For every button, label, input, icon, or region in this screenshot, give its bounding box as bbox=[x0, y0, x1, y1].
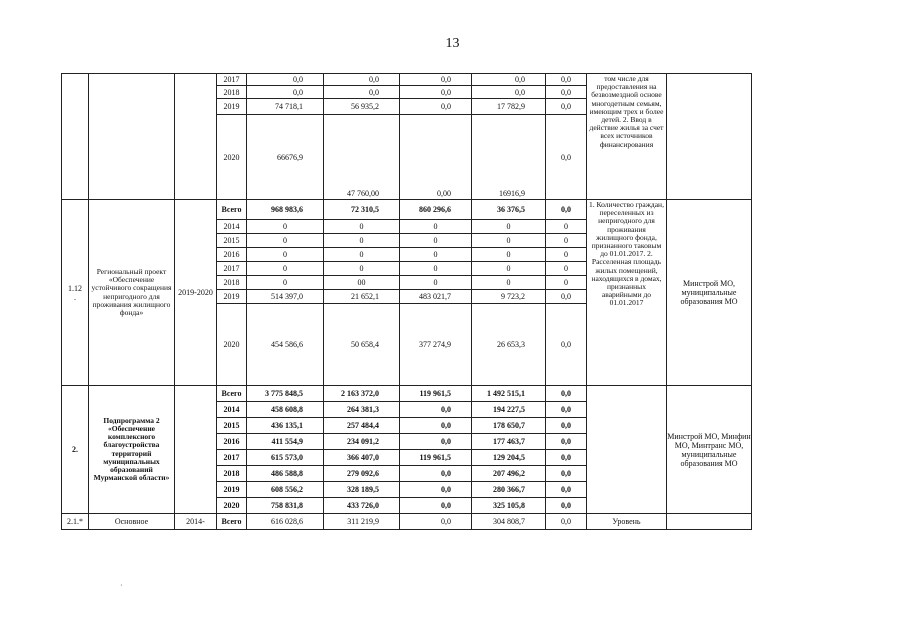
federal-budget-cell: 0,0 bbox=[400, 86, 472, 99]
federal-budget-cell: 377 274,9 bbox=[400, 304, 472, 386]
total-cell: 514 397,0 bbox=[247, 290, 324, 304]
federal-budget-cell: 0,00 bbox=[400, 115, 472, 200]
total-cell: 66676,9 bbox=[247, 115, 324, 200]
local-budget-cell: 9 723,2 bbox=[472, 290, 546, 304]
executor-cell bbox=[667, 514, 752, 530]
federal-budget-cell: 0,0 bbox=[400, 402, 472, 418]
total-cell: 454 586,6 bbox=[247, 304, 324, 386]
regional-budget-cell: 234 091,2 bbox=[324, 434, 400, 450]
local-budget-cell: 36 376,5 bbox=[472, 200, 546, 220]
year-cell: 2018 bbox=[217, 276, 247, 290]
regional-budget-cell: 72 310,5 bbox=[324, 200, 400, 220]
total-cell: 0 bbox=[247, 276, 324, 290]
year-cell: 2017 bbox=[217, 262, 247, 276]
total-cell: 608 556,2 bbox=[247, 482, 324, 498]
local-budget-cell: 178 650,7 bbox=[472, 418, 546, 434]
name-cell: Подпрограмма 2 «Обеспечение комплексного благоустройства территорий муниципальных образований Мурманской области» bbox=[89, 386, 175, 514]
total-cell: 0 bbox=[247, 220, 324, 234]
year-cell: 2016 bbox=[217, 248, 247, 262]
federal-budget-cell: 0 bbox=[400, 276, 472, 290]
federal-budget-cell: 0,0 bbox=[400, 498, 472, 514]
item-number-suffix: . bbox=[74, 292, 76, 302]
name-cell: Основное bbox=[89, 514, 175, 530]
local-budget-cell: 325 105,8 bbox=[472, 498, 546, 514]
other-sources-cell: 0,0 bbox=[546, 115, 587, 200]
regional-budget-cell: 0 bbox=[324, 248, 400, 262]
local-budget-cell: 207 496,2 bbox=[472, 466, 546, 482]
local-budget-cell: 0,0 bbox=[472, 74, 546, 86]
local-budget-cell: 0 bbox=[472, 248, 546, 262]
indicator-note: том числе для предоставления на безвозмездной основе многодетным семьям, имеющим трех и более детей. 2. Ввод в действие жилья за счет всех источников финансирования bbox=[587, 74, 667, 200]
year-cell: 2016 bbox=[217, 434, 247, 450]
other-sources-cell: 0 bbox=[546, 248, 587, 262]
year-cell: 2014 bbox=[217, 402, 247, 418]
federal-budget-cell: 0 bbox=[400, 234, 472, 248]
regional-budget-cell: 264 381,3 bbox=[324, 402, 400, 418]
total-cell: 0,0 bbox=[247, 74, 324, 86]
total-cell: 758 831,8 bbox=[247, 498, 324, 514]
table-row bbox=[62, 386, 752, 402]
total-cell: 968 983,6 bbox=[247, 200, 324, 220]
total-cell: 486 588,8 bbox=[247, 466, 324, 482]
local-budget-cell: 280 366,7 bbox=[472, 482, 546, 498]
total-cell: 458 608,8 bbox=[247, 402, 324, 418]
year-cell: Всего bbox=[217, 386, 247, 402]
federal-budget-cell: 119 961,5 bbox=[400, 450, 472, 466]
program-funding-table bbox=[61, 73, 752, 530]
number-cell: 2. bbox=[62, 386, 89, 514]
other-sources-cell: 0,0 bbox=[546, 434, 587, 450]
other-sources-cell: 0,0 bbox=[546, 99, 587, 115]
executor-cell bbox=[667, 74, 752, 200]
regional-budget-cell: 00 bbox=[324, 276, 400, 290]
local-budget-cell: 0,0 bbox=[472, 86, 546, 99]
regional-budget-cell: 21 652,1 bbox=[324, 290, 400, 304]
name-cell: Региональный проект «Обеспечение устойчивого сокращения непригодного для проживания жилищного фонда» bbox=[89, 200, 175, 386]
year-cell: Всего bbox=[217, 200, 247, 220]
regional-budget-cell: 366 407,0 bbox=[324, 450, 400, 466]
name-cell bbox=[89, 74, 175, 200]
other-sources-cell: 0,0 bbox=[546, 290, 587, 304]
federal-budget-cell: 0 bbox=[400, 220, 472, 234]
item-number: 1.12 bbox=[68, 283, 82, 293]
local-budget-cell: 1 492 515,1 bbox=[472, 386, 546, 402]
year-cell: 2020 bbox=[217, 304, 247, 386]
total-cell: 0 bbox=[247, 262, 324, 276]
other-sources-cell: 0,0 bbox=[546, 200, 587, 220]
year-cell: 2020 bbox=[217, 115, 247, 200]
other-sources-cell: 0,0 bbox=[546, 418, 587, 434]
other-sources-cell: 0,0 bbox=[546, 86, 587, 99]
federal-budget-cell: 0,0 bbox=[400, 418, 472, 434]
federal-budget-cell: 0 bbox=[400, 262, 472, 276]
other-sources-cell: 0,0 bbox=[546, 386, 587, 402]
table-row bbox=[62, 514, 752, 530]
regional-budget-cell: 2 163 372,0 bbox=[324, 386, 400, 402]
federal-budget-cell: 483 021,7 bbox=[400, 290, 472, 304]
other-sources-cell: 0,0 bbox=[546, 514, 587, 530]
total-cell: 74 718,1 bbox=[247, 99, 324, 115]
regional-budget-cell: 0,0 bbox=[324, 74, 400, 86]
other-sources-cell: 0,0 bbox=[546, 74, 587, 86]
federal-budget-cell: 0,0 bbox=[400, 466, 472, 482]
year-cell: 2019 bbox=[217, 290, 247, 304]
regional-budget-cell: 0 bbox=[324, 234, 400, 248]
total-cell: 615 573,0 bbox=[247, 450, 324, 466]
executor-cell: Минстрой МО, Минфин МО, Минтранс МО, муниципальные образования МО bbox=[667, 386, 752, 514]
federal-budget-cell: 860 296,6 bbox=[400, 200, 472, 220]
executor-cell: Минстрой МО, муниципальные образования МО bbox=[667, 200, 752, 386]
table-row bbox=[62, 74, 752, 86]
federal-budget-cell: 119 961,5 bbox=[400, 386, 472, 402]
local-budget-cell: 194 227,5 bbox=[472, 402, 546, 418]
year-cell: 2018 bbox=[217, 86, 247, 99]
federal-budget-cell: 0 bbox=[400, 248, 472, 262]
other-sources-cell: 0,0 bbox=[546, 482, 587, 498]
regional-budget-cell: 0,0 bbox=[324, 86, 400, 99]
regional-budget-cell: 279 092,6 bbox=[324, 466, 400, 482]
regional-budget-cell: 0 bbox=[324, 220, 400, 234]
other-sources-cell: 0,0 bbox=[546, 304, 587, 386]
total-cell: 616 028,6 bbox=[247, 514, 324, 530]
indicator-note bbox=[587, 386, 667, 514]
year-cell: Всего bbox=[217, 514, 247, 530]
period-cell bbox=[175, 386, 217, 514]
regional-budget-cell: 56 935,2 bbox=[324, 99, 400, 115]
local-budget-cell: 304 808,7 bbox=[472, 514, 546, 530]
period-cell: 2019-2020 bbox=[175, 200, 217, 386]
total-cell: 3 775 848,5 bbox=[247, 386, 324, 402]
other-sources-cell: 0,0 bbox=[546, 450, 587, 466]
regional-budget-cell: 311 219,9 bbox=[324, 514, 400, 530]
federal-budget-cell: 0,0 bbox=[400, 434, 472, 450]
local-budget-cell: 0 bbox=[472, 234, 546, 248]
regional-budget-cell: 47 760,00 bbox=[324, 115, 400, 200]
federal-budget-cell: 0,0 bbox=[400, 482, 472, 498]
other-sources-cell: 0 bbox=[546, 220, 587, 234]
total-cell: 0,0 bbox=[247, 86, 324, 99]
other-sources-cell: 0,0 bbox=[546, 402, 587, 418]
federal-budget-cell: 0,0 bbox=[400, 74, 472, 86]
year-cell: 2014 bbox=[217, 220, 247, 234]
local-budget-cell: 0 bbox=[472, 262, 546, 276]
total-cell: 411 554,9 bbox=[247, 434, 324, 450]
regional-budget-cell: 433 726,0 bbox=[324, 498, 400, 514]
regional-budget-cell: 328 189,5 bbox=[324, 482, 400, 498]
period-cell: 2014- bbox=[175, 514, 217, 530]
regional-budget-cell: 257 484,4 bbox=[324, 418, 400, 434]
indicator-note: 1. Количество граждан, переселенных из непригодного для проживания жилищного фонда, признанного таковым до 01.01.2017. 2. Расселенная площадь жилых помещений, находящихся в домах, признанных аварийными до 01.01.2017 bbox=[587, 200, 667, 386]
local-budget-cell: 177 463,7 bbox=[472, 434, 546, 450]
total-cell: 0 bbox=[247, 248, 324, 262]
period-cell bbox=[175, 74, 217, 200]
other-sources-cell: 0 bbox=[546, 234, 587, 248]
total-cell: 436 135,1 bbox=[247, 418, 324, 434]
table-row bbox=[62, 200, 752, 220]
local-budget-cell: 0 bbox=[472, 220, 546, 234]
federal-budget-cell: 0,0 bbox=[400, 514, 472, 530]
scan-mark: · bbox=[120, 581, 123, 590]
number-cell bbox=[62, 200, 89, 386]
page-number: 13 bbox=[445, 36, 460, 51]
other-sources-cell: 0,0 bbox=[546, 466, 587, 482]
regional-budget-cell: 0 bbox=[324, 262, 400, 276]
local-budget-cell: 17 782,9 bbox=[472, 99, 546, 115]
number-cell bbox=[62, 74, 89, 200]
year-cell: 2020 bbox=[217, 498, 247, 514]
local-budget-cell: 26 653,3 bbox=[472, 304, 546, 386]
federal-budget-cell: 0,0 bbox=[400, 99, 472, 115]
number-cell: 2.1.* bbox=[62, 514, 89, 530]
regional-budget-cell: 50 658,4 bbox=[324, 304, 400, 386]
year-cell: 2019 bbox=[217, 99, 247, 115]
year-cell: 2017 bbox=[217, 74, 247, 86]
year-cell: 2015 bbox=[217, 418, 247, 434]
indicator-note: Уровень bbox=[587, 514, 667, 530]
year-cell: 2019 bbox=[217, 482, 247, 498]
local-budget-cell: 0 bbox=[472, 276, 546, 290]
total-cell: 0 bbox=[247, 234, 324, 248]
other-sources-cell: 0 bbox=[546, 262, 587, 276]
year-cell: 2017 bbox=[217, 450, 247, 466]
other-sources-cell: 0 bbox=[546, 276, 587, 290]
other-sources-cell: 0,0 bbox=[546, 498, 587, 514]
year-cell: 2018 bbox=[217, 466, 247, 482]
local-budget-cell: 129 204,5 bbox=[472, 450, 546, 466]
local-budget-cell: 16916,9 bbox=[472, 115, 546, 200]
year-cell: 2015 bbox=[217, 234, 247, 248]
